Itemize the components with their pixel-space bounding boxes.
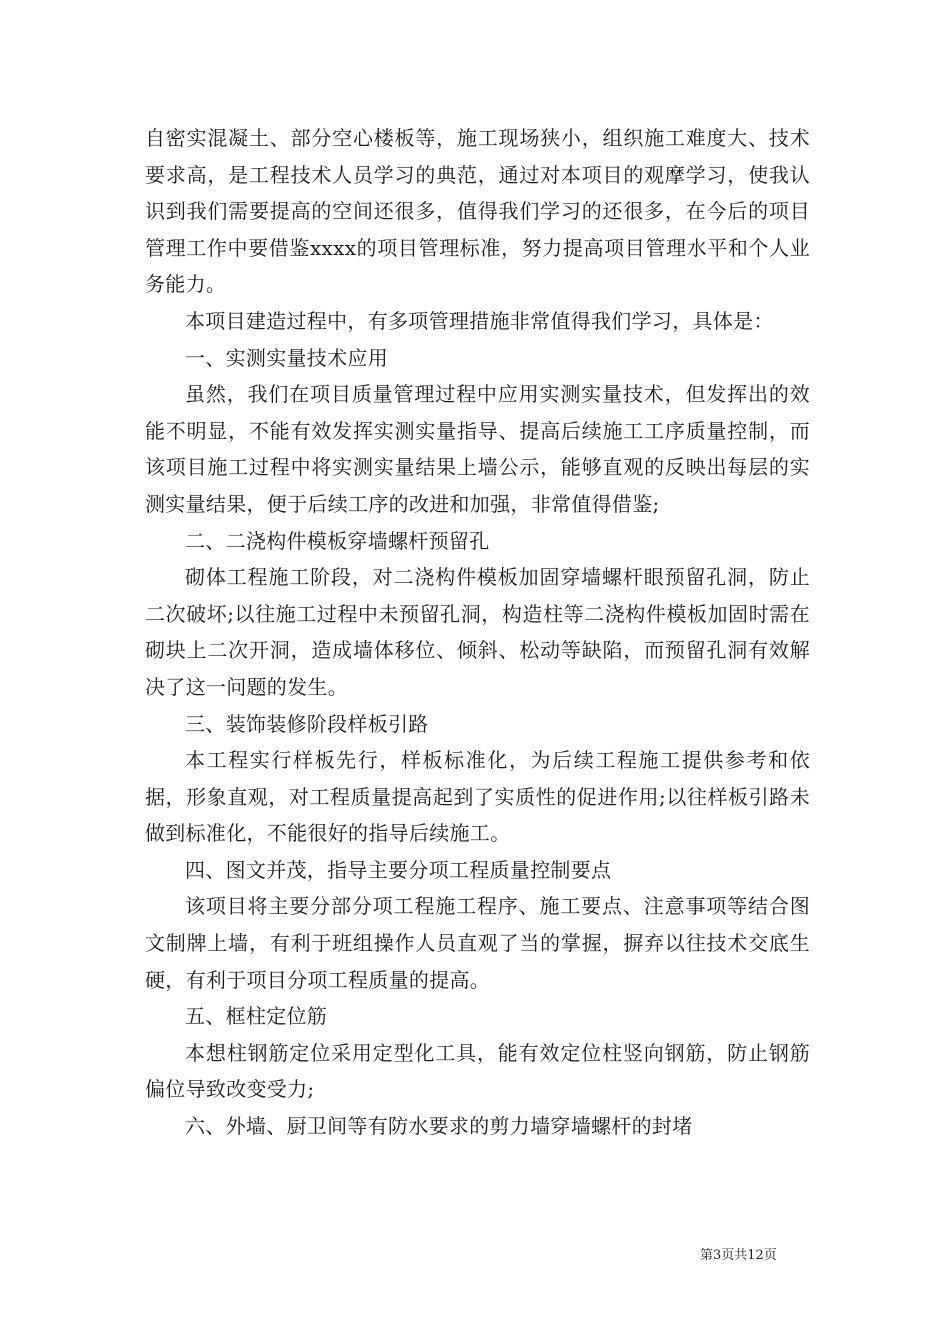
paragraph-intro: 本项目建造过程中，有多项管理措施非常值得我们学习，具体是：: [185, 308, 774, 333]
page-number-footer: 第3页共12页: [700, 1248, 777, 1263]
section-heading-5: 五、框柱定位筋: [185, 1004, 328, 1029]
section-heading-4: 四、图文并茂，指导主要分项工程质量控制要点: [185, 857, 612, 882]
paragraph-section-4: 该项目将主要分部分项工程施工程序、施工要点、注意事项等结合图文制牌上墙，有利于班组操作人员直观了当的掌握，摒弃以往技术交底生硬，有利于项目分项工程质量的提高。: [145, 894, 810, 992]
section-heading-1: 一、实测实量技术应用: [185, 345, 388, 370]
section-heading-3: 三、装饰装修阶段样板引路: [185, 711, 429, 736]
paragraph-section-5: 本想柱钢筋定位采用定型化工具，能有效定位柱竖向钢筋，防止钢筋偏位导致改变受力;: [145, 1040, 810, 1102]
document-body: [145, 120, 810, 1145]
paragraph-section-2: 砌体工程施工阶段，对二浇构件模板加固穿墙螺杆眼预留孔洞，防止二次破坏;以往施工过程中未预留孔洞，构造柱等二浇构件模板加固时需在砌块上二次开洞，造成墙体移位、倾斜、松动等缺陷，而预留孔洞有效解决了这一问题的发生。: [145, 565, 810, 699]
section-heading-2: 二、二浇构件模板穿墙螺杆预留孔: [185, 528, 490, 553]
paragraph-section-1: 虽然，我们在项目质量管理过程中应用实测实量技术，但发挥出的效能不明显，不能有效发挥实测实量指导、提高后续施工工序质量控制，而该项目施工过程中将实测实量结果上墙公示，能够直观的反映出每层的实测实量结果，便于后续工序的改进和加强，非常值得借鉴;: [145, 382, 810, 516]
paragraph-continuation: 自密实混凝土、部分空心楼板等，施工现场狭小，组织施工难度大、技术要求高，是工程技术人员学习的典范，通过对本项目的观摩学习，使我认识到我们需要提高的空间还很多，值得我们学习的还很多，在今后的项目管理工作中要借鉴xxxx的项目管理标准，努力提高项目管理水平和个人业务能力。: [145, 126, 810, 297]
paragraph-section-3: 本工程实行样板先行，样板标准化，为后续工程施工提供参考和依据，形象直观，对工程质量提高起到了实质性的促进作用;以往样板引路未做到标准化，不能很好的指导后续施工。: [145, 748, 810, 846]
section-heading-6: 六、外墙、厨卫间等有防水要求的剪力墙穿墙螺杆的封堵: [185, 1114, 693, 1139]
